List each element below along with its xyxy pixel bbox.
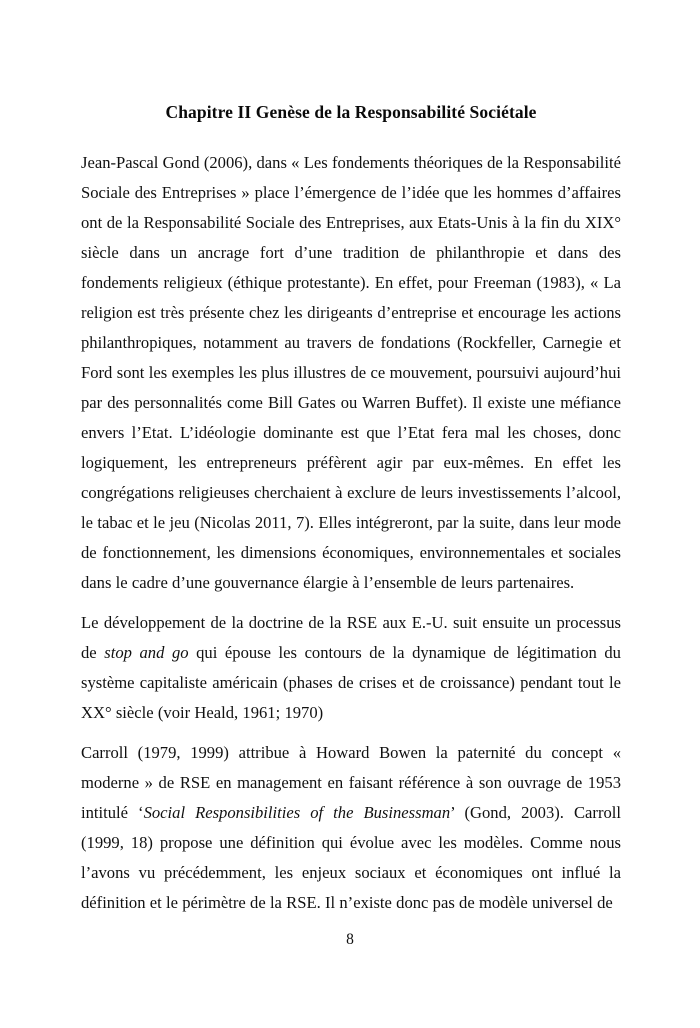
italic-run: stop and go [104, 643, 189, 662]
paragraph-doctrine-rse [81, 608, 621, 728]
page-title: Chapitre II Genèse de la Responsabilité Sociétale [165, 102, 537, 122]
text-run: Jean-Pascal Gond (2006), dans « Les fondements théoriques de la Responsabilité Sociale des Entreprises » place l’émergence de l’idée que les hommes d’affaires ont de la Responsabilité Sociale des Entreprises, aux Etats-Unis à la fin du XIX° siècle dans un ancrage fort d’une tradition de philanthropie et dans des fondements religieux (éthique protestante). En effet, pour Freeman (1983), « La religion est très présente chez les dirigeants d’entreprise et encourage les actions philanthropiques, notamment au travers de fondations (Rockfeller, Carnegie et Ford sont les exemples les plus illustres de ce mouvement, poursuivi aujourd’hui par des personnalités come Bill Gates ou Warren Buffet). Il existe une méfiance envers l’Etat. L’idéologie dominante est que l’Etat fera mal les choses, donc logiquement, les entrepreneurs préfèrent agir par eux-mêmes. En effet les congrégations religieuses cherchaient à exclure de leurs investissements l’alcool, le tabac et le jeu (Nicolas 2011, 7). Elles intégreront, par la suite, dans leur mode de fonctionnement, les dimensions économiques, environnementales et sociales dans le cadre d’une gouvernance élargie à l’ensemble de leurs partenaires. [81, 153, 621, 592]
text-run: qui épouse les contours de la dynamique de légitimation du système capitaliste américain (phases de crises et de croissance) pendant tout le XX° siècle (voir Heald, 1961; 1970) [81, 643, 621, 722]
page-content [81, 0, 621, 918]
paragraph-carroll [81, 738, 621, 918]
text-run: Carroll (1979, 1999) attribue à Howard Bowen la paternité du concept « moderne » de RSE en management en faisant référence à son ouvrage de 1953 intitulé ‘ [81, 743, 621, 822]
text-run: Le développement de la doctrine de la RSE aux E.-U. suit ensuite un processus de [81, 613, 621, 662]
page-number: 8 [346, 931, 354, 948]
text-run: ’ (Gond, 2003). Carroll (1999, 18) propose une définition qui évolue avec les modèles. Comme nous l’avons vu précédemment, les enjeux sociaux et économiques ont influé la définition et le périmètre de la RSE. Il n’existe donc pas de modèle universel de [81, 803, 621, 912]
italic-run: Social Responsibilities of the Businessman [143, 803, 451, 822]
paragraph-gond [81, 148, 621, 598]
